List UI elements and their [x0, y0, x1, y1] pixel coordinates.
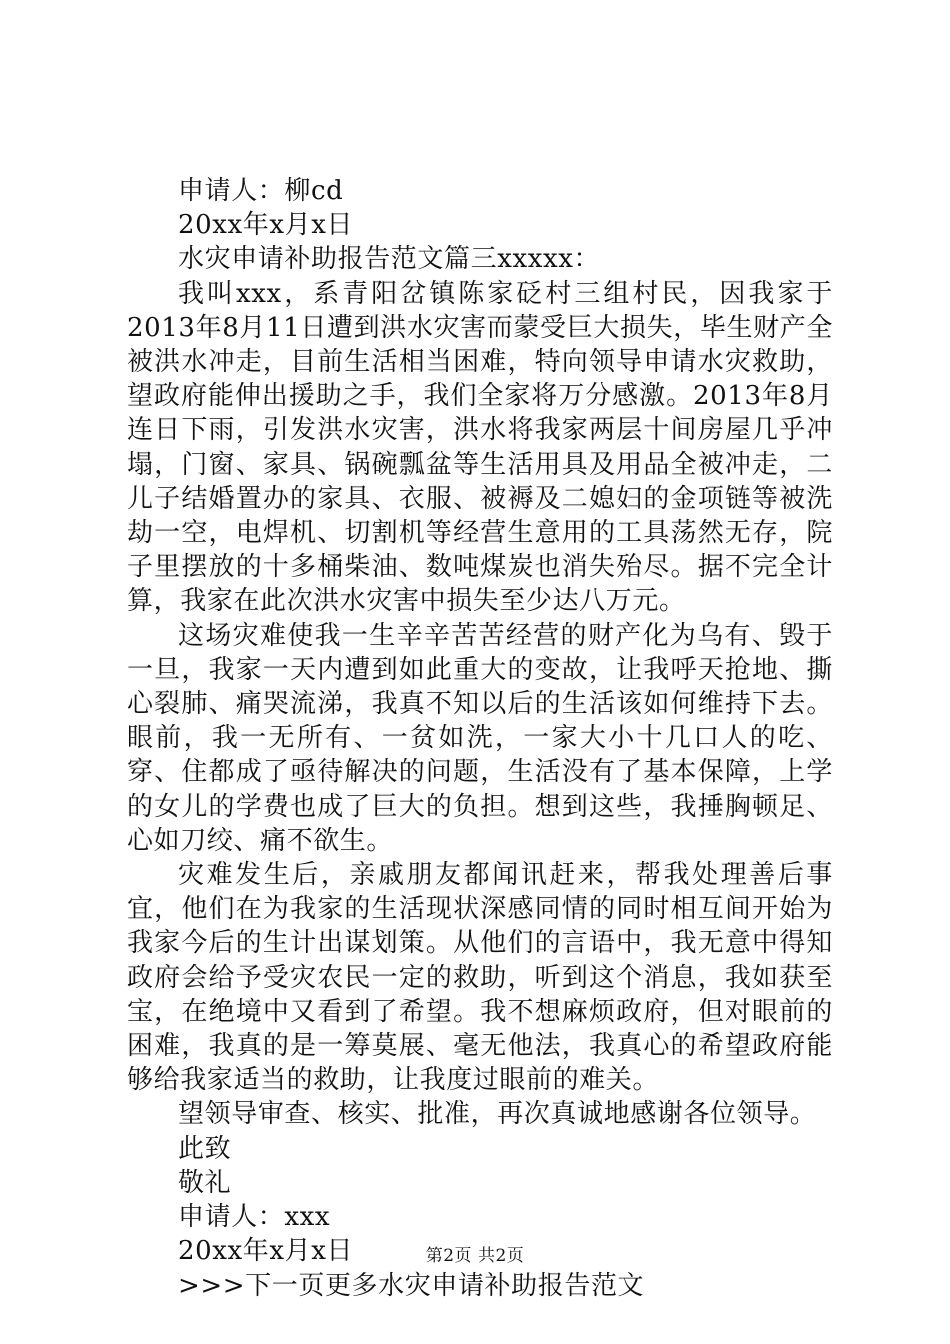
salutation-cizhi: 此致 — [178, 1133, 232, 1164]
page-number-footer: 第2页 共2页 — [425, 1246, 525, 1266]
salutation-jingli: 敬礼 — [178, 1167, 232, 1198]
paragraph-3: 灾难发生后，亲戚朋友都闻讯赶来，帮我处理善后事宜，他们在为我家的生活现状深感同情的同时相互间开始为我家今后的生计出谋划策。从他们的言语中，我无意中得知政府会给予受灾农民一定的救助，听到这个消息，我如获至宝，在绝境中又看到了希望。我不想麻烦政府，但对眼前的困难，我真的是一筹莫展、毫无他法，我真心的希望政府能够给我家适当的救助，让我度过眼前的难关。 — [127, 860, 833, 1096]
next-page-link[interactable]: >>>下一页更多水灾申请补助报告范文 — [178, 1270, 645, 1301]
section-title: 水灾申请补助报告范文篇三xxxxx： — [178, 244, 601, 275]
date-line: 20xx年x月x日 — [178, 210, 354, 241]
document-body — [127, 174, 833, 1303]
applicant-line: 申请人：柳cd — [178, 176, 344, 206]
paragraph-1: 我叫xxx，系青阳岔镇陈家砭村三组村民，因我家于2013年8月11日遭到洪水灾害而蒙受巨大损失，毕生财产全被洪水冲走，目前生活相当困难，特向领导申请水灾救助，望政府能伸出援助之手，我们全家将万分感激。2013年8月连日下雨，引发洪水灾害，洪水将我家两层十间房屋几乎冲塌，门窗、家具、锅碗瓢盆等生活用具及用品全被冲走，二儿子结婚置办的家具、衣服、被褥及二媳妇的金项链等被洗劫一空，电焊机、切割机等经营生意用的工具荡然无存，院子里摆放的十多桶柴油、数吨煤炭也消失殆尽。据不完全计算，我家在此次洪水灾害中损失至少达八万元。 — [127, 278, 833, 617]
applicant-signature: 申请人：xxx — [178, 1202, 331, 1233]
paragraph-2: 这场灾难使我一生辛辛苦苦经营的财产化为乌有、毁于一旦，我家一天内遭到如此重大的变故，让我呼天抢地、撕心裂肺、痛哭流涕，我真不知以后的生活该如何维持下去。眼前，我一无所有、一贫如洗，一家大小十几口人的吃、穿、住都成了亟待解决的问题，生活没有了基本保障，上学的女儿的学费也成了巨大的负担。想到这些，我捶胸顿足、心如刀绞、痛不欲生。 — [127, 620, 833, 856]
request-line: 望领导审查、核实、批准，再次真诚地感谢各位领导。 — [178, 1099, 817, 1130]
signature-date: 20xx年x月x日 — [178, 1236, 354, 1267]
